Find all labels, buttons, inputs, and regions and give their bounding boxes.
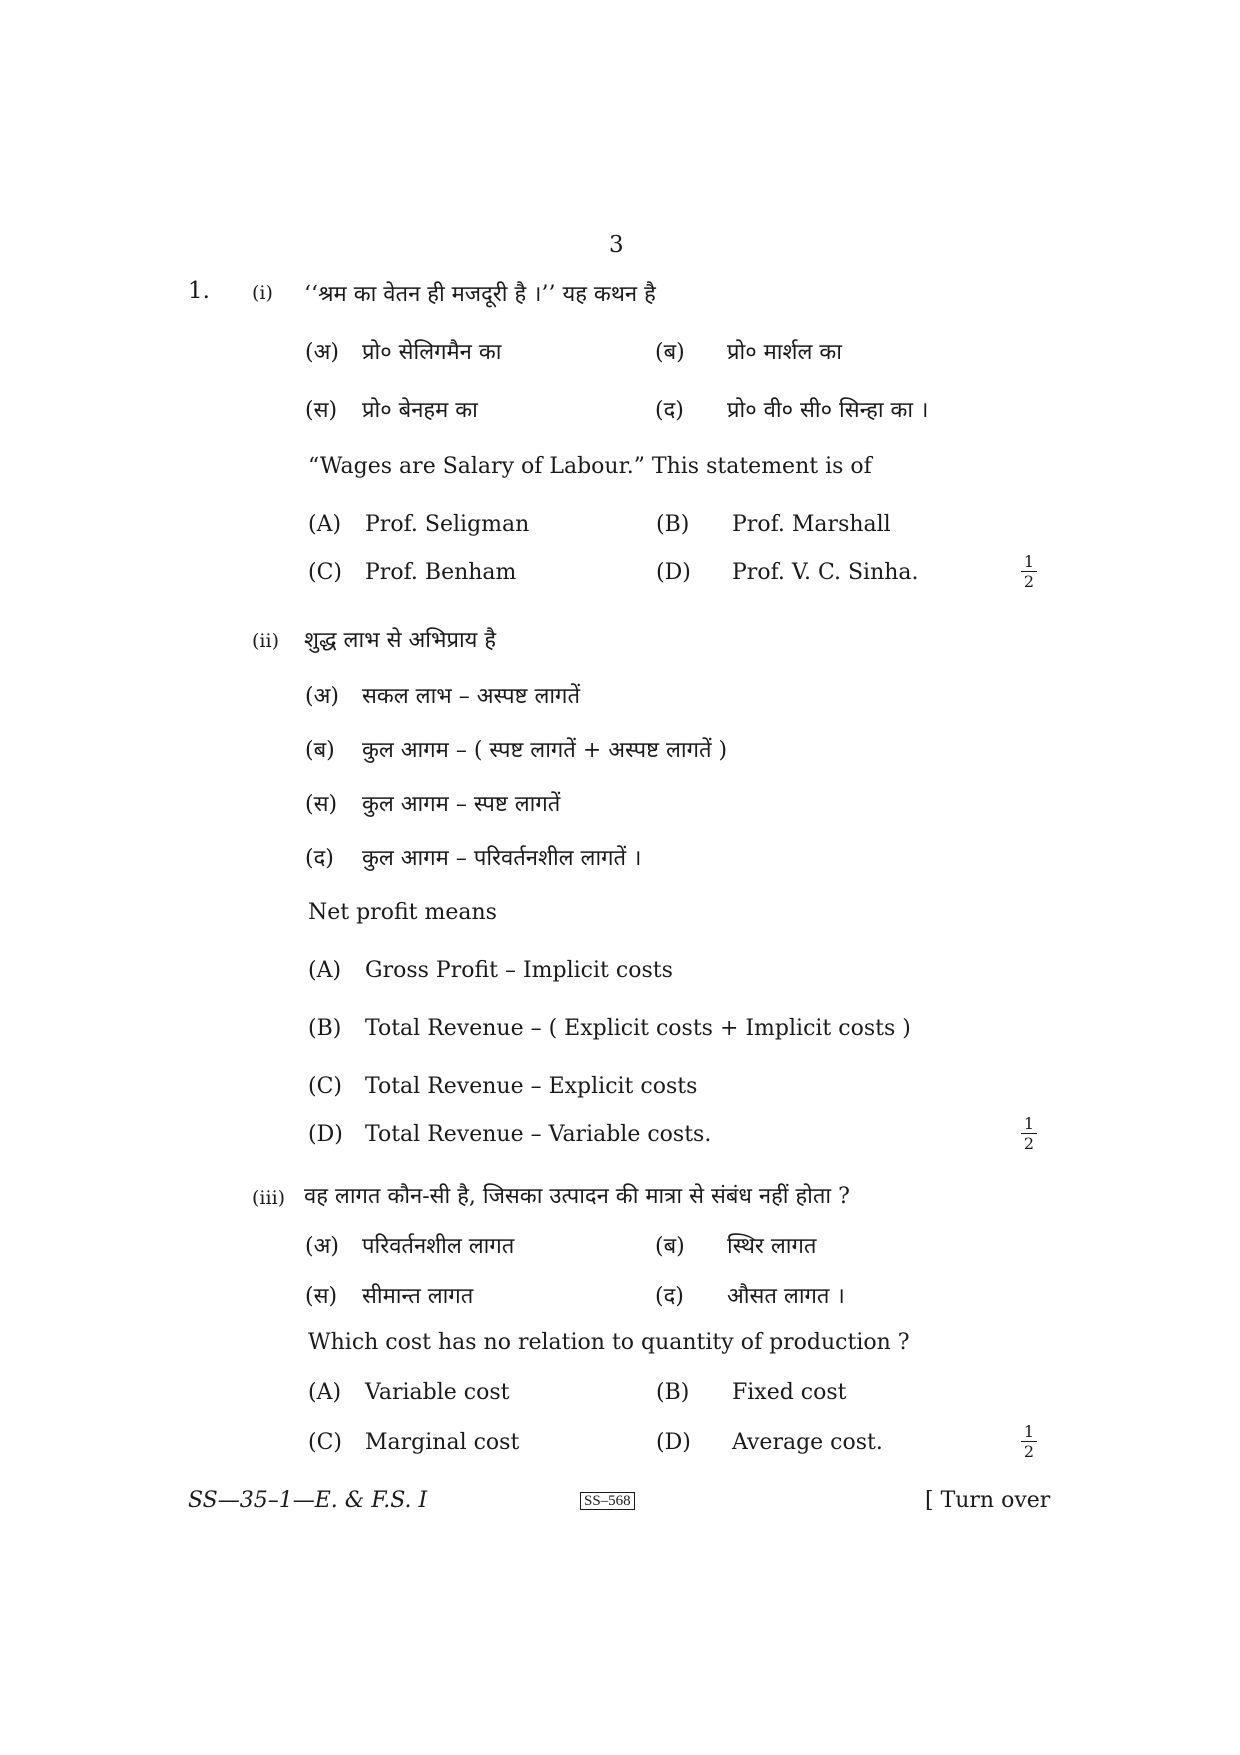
question-number: 1. <box>188 278 210 304</box>
option-mark: (A) <box>308 512 342 537</box>
option-text: Marginal cost <box>365 1430 520 1455</box>
option-text: औसत लागत । <box>727 1284 845 1309</box>
option-text: Total Revenue – ( Explicit costs + Implicit costs ) <box>365 1016 911 1041</box>
option-text: Prof. Benham <box>365 560 517 585</box>
series-code: SS–568 <box>580 1492 635 1510</box>
option-mark: (A) <box>308 1380 342 1405</box>
option-mark: (B) <box>656 512 690 537</box>
option-mark: (C) <box>308 1074 342 1099</box>
marks-fraction <box>1020 1423 1038 1460</box>
option-text: प्रो० सेलिगमैन का <box>362 340 502 365</box>
option-mark: (अ) <box>305 684 339 709</box>
option-mark: (स) <box>305 1284 338 1309</box>
option-text: प्रो० वी० सी० सिन्हा का । <box>727 398 929 423</box>
option-text: प्रो० मार्शल का <box>727 340 842 365</box>
option-mark: (द) <box>655 398 684 423</box>
marks-denominator: 2 <box>1023 1134 1035 1153</box>
option-mark: (स) <box>305 792 338 817</box>
option-text: Total Revenue – Variable costs. <box>365 1122 712 1147</box>
turn-over: [ Turn over <box>925 1488 1051 1513</box>
marks-fraction <box>1020 1115 1038 1152</box>
option-mark: (C) <box>308 1430 342 1455</box>
marks-fraction <box>1020 553 1038 590</box>
option-mark: (द) <box>305 846 334 871</box>
option-mark: (अ) <box>305 340 339 365</box>
subquestion-label: (ii) <box>252 630 279 652</box>
marks-denominator: 2 <box>1023 572 1035 591</box>
option-text: Prof. V. C. Sinha. <box>732 560 919 585</box>
option-text: Prof. Seligman <box>365 512 530 537</box>
option-mark: (D) <box>656 1430 691 1455</box>
option-mark: (स) <box>305 398 338 423</box>
series-code-box <box>580 1490 635 1510</box>
option-text: स्थिर लागत <box>727 1234 817 1259</box>
option-mark: (A) <box>308 958 342 983</box>
question-stem-hindi: वह लागत कौन-सी है, जिसका उत्पादन की मात्रा से संबंध नहीं होता ? <box>304 1184 850 1209</box>
option-mark: (B) <box>308 1016 342 1041</box>
option-text: Variable cost <box>365 1380 510 1405</box>
paper-code: SS—35–1—E. & F.S. I <box>188 1488 428 1513</box>
option-mark: (अ) <box>305 1234 339 1259</box>
option-text: परिवर्तनशील लागत <box>362 1234 515 1259</box>
option-text: प्रो० बेनहम का <box>362 398 478 423</box>
option-text: सकल लाभ – अस्पष्ट लागतें <box>362 684 580 709</box>
option-mark: (B) <box>656 1380 690 1405</box>
option-text: कुल आगम – ( स्पष्ट लागतें + अस्पष्ट लागतें ) <box>362 738 728 763</box>
option-text: Prof. Marshall <box>732 512 891 537</box>
marks-numerator: 1 <box>1023 552 1035 571</box>
option-text: Average cost. <box>732 1430 883 1455</box>
option-mark: (ब) <box>305 738 335 763</box>
option-text: कुल आगम – परिवर्तनशील लागतें । <box>362 846 642 871</box>
option-text: Total Revenue – Explicit costs <box>365 1074 698 1099</box>
question-stem-english: Net profit means <box>308 900 497 925</box>
page-number: 3 <box>609 232 624 258</box>
marks-numerator: 1 <box>1023 1114 1035 1133</box>
question-stem-hindi: ‘‘श्रम का वेतन ही मजदूरी है ।’’ यह कथन है <box>304 282 656 307</box>
option-mark: (D) <box>308 1122 343 1147</box>
option-mark: (ब) <box>655 340 685 365</box>
marks-denominator: 2 <box>1023 1442 1035 1461</box>
option-mark: (C) <box>308 560 342 585</box>
option-text: सीमान्त लागत <box>362 1284 474 1309</box>
question-stem-english: Which cost has no relation to quantity of production ? <box>308 1330 910 1355</box>
question-stem-hindi: शुद्ध लाभ से अभिप्राय है <box>304 628 497 653</box>
option-text: Fixed cost <box>732 1380 847 1405</box>
subquestion-label: (iii) <box>252 1187 286 1209</box>
subquestion-label: (i) <box>252 282 273 304</box>
option-mark: (ब) <box>655 1234 685 1259</box>
option-mark: (द) <box>655 1284 684 1309</box>
option-text: कुल आगम – स्पष्ट लागतें <box>362 792 561 817</box>
marks-numerator: 1 <box>1023 1422 1035 1441</box>
option-mark: (D) <box>656 560 691 585</box>
question-stem-english: “Wages are Salary of Labour.” This statement is of <box>308 454 872 479</box>
option-text: Gross Profit – Implicit costs <box>365 958 673 983</box>
